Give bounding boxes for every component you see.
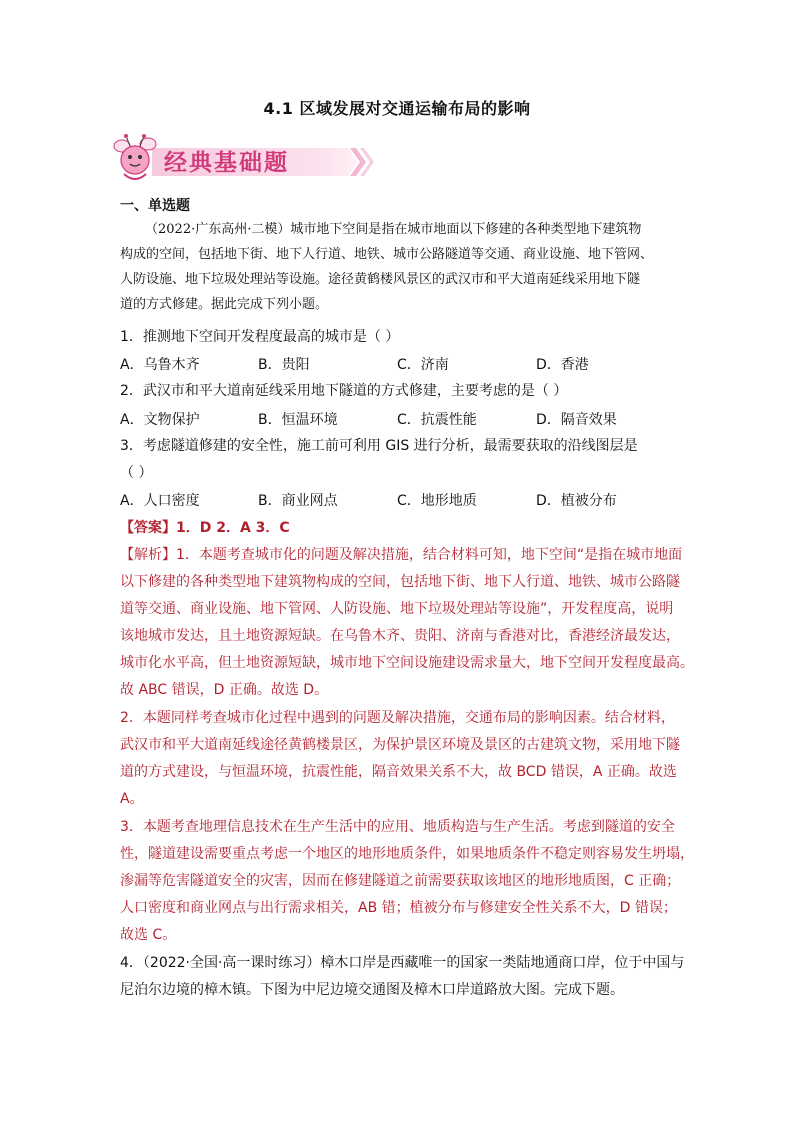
analysis-line: 武汉市和平大道南延线途径黄鹤楼景区，为保护景区环境及景区的古建筑文物，采用地下隧 bbox=[120, 737, 680, 753]
option-c: C．抗震性能 bbox=[397, 412, 477, 428]
banner-label: 经典基础题 bbox=[164, 150, 289, 176]
analysis-line: 故选 C。 bbox=[120, 927, 177, 943]
analysis-line: A。 bbox=[120, 791, 144, 807]
analysis-line: 渗漏等危害隧道安全的灾害，因而在修建隧道之前需要获取该地区的地形地质图，C 正确； bbox=[120, 873, 681, 889]
option-c: C．济南 bbox=[397, 357, 449, 373]
analysis-line: 【解析】1．本题考查城市化的问题及解决措施，结合材料可知，地下空间“是指在城市地面 bbox=[120, 547, 683, 563]
option-a: A．人口密度 bbox=[120, 493, 200, 509]
question-stem-cont: （ ） bbox=[120, 465, 153, 481]
analysis-line: 性，隧道建设需要重点考虑一个地区的地形地质条件，如果地质条件不稳定则容易发生坍塌， bbox=[120, 846, 694, 862]
analysis-line: 道的方式建设，与恒温环境，抗震性能，隔音效果关系不大，故 BCD 错误，A 正确。故选 bbox=[120, 764, 677, 780]
analysis-line: 2．本题同样考查城市化过程中遇到的问题及解决措施，交通布局的影响因素。结合材料， bbox=[120, 710, 675, 726]
question-stem: 4．（2022·全国·高一课时练习）樟木口岸是西藏唯一的国家一类陆地通商口岸，位于中国与 bbox=[120, 955, 685, 971]
option-b: B．恒温环境 bbox=[258, 412, 338, 428]
answer-line: 【答案】1．D 2．A 3．C bbox=[120, 520, 290, 536]
analysis-line: 城市化水平高，但土地资源短缺，城市地下空间设施建设需求量大，地下空间开发程度最高。 bbox=[120, 655, 694, 671]
question-stem: 2．武汉市和平大道南延线采用地下隧道的方式修建，主要考虑的是（ ） bbox=[120, 383, 568, 399]
option-c: C．地形地质 bbox=[397, 493, 477, 509]
option-d: D．植被分布 bbox=[536, 493, 617, 509]
page-title: 4.1 区域发展对交通运输布局的影响 bbox=[263, 99, 531, 118]
question-stem: 1．推测地下空间开发程度最高的城市是（ ） bbox=[120, 329, 400, 345]
bee-mascot-icon bbox=[114, 134, 156, 179]
option-b: B．贵阳 bbox=[258, 357, 310, 373]
analysis-line: 人口密度和商业网点与出行需求相关，AB 错；植被分布与修建安全性关系不大，D 错误； bbox=[120, 900, 677, 916]
analysis-line: 故 ABC 错误，D 正确。故选 D。 bbox=[120, 682, 329, 698]
analysis-line: 以下修建的各种类型地下建筑物构成的空间，包括地下街、地下人行道、地铁、城市公路隧 bbox=[120, 574, 680, 590]
material-line: 道的方式修建。据此完成下列小题。 bbox=[120, 297, 329, 312]
section-heading: 一、单选题 bbox=[120, 198, 190, 214]
option-a: A．文物保护 bbox=[120, 412, 200, 428]
section-banner bbox=[112, 130, 374, 188]
analysis-line: 该地城市发达，且土地资源短缺。在乌鲁木齐、贵阳、济南与香港对比，香港经济最发达， bbox=[120, 628, 680, 644]
option-b: B．商业网点 bbox=[258, 493, 338, 509]
question-stem-cont: 尼泊尔边境的樟木镇。下图为中尼边境交通图及樟木口岸道路放大图。完成下题。 bbox=[120, 982, 624, 998]
question-stem: 3．考虑隧道修建的安全性，施工前可利用 GIS 进行分析，最需要获取的沿线图层是 bbox=[120, 438, 638, 454]
option-d: D．隔音效果 bbox=[536, 412, 617, 428]
option-a: A．乌鲁木齐 bbox=[120, 357, 200, 373]
analysis-line: 3．本题考查地理信息技术在生产生活中的应用、地质构造与生产生活。考虑到隧道的安全 bbox=[120, 819, 675, 835]
analysis-line: 道等交通、商业设施、地下管网、人防设施、地下垃圾处理站等设施”，开发程度高，说明 bbox=[120, 601, 674, 617]
material-line: 构成的空间，包括地下街、地下人行道、地铁、城市公路隧道等交通、商业设施、地下管网、 bbox=[120, 247, 654, 262]
option-d: D．香港 bbox=[536, 357, 589, 373]
material-line: （2022·广东高州·二模）城市地下空间是指在城市地面以下修建的各种类型地下建筑物 bbox=[145, 222, 642, 237]
material-line: 人防设施、地下垃圾处理站等设施。途径黄鹤楼风景区的武汉市和平大道南延线采用地下隧 bbox=[120, 272, 641, 287]
